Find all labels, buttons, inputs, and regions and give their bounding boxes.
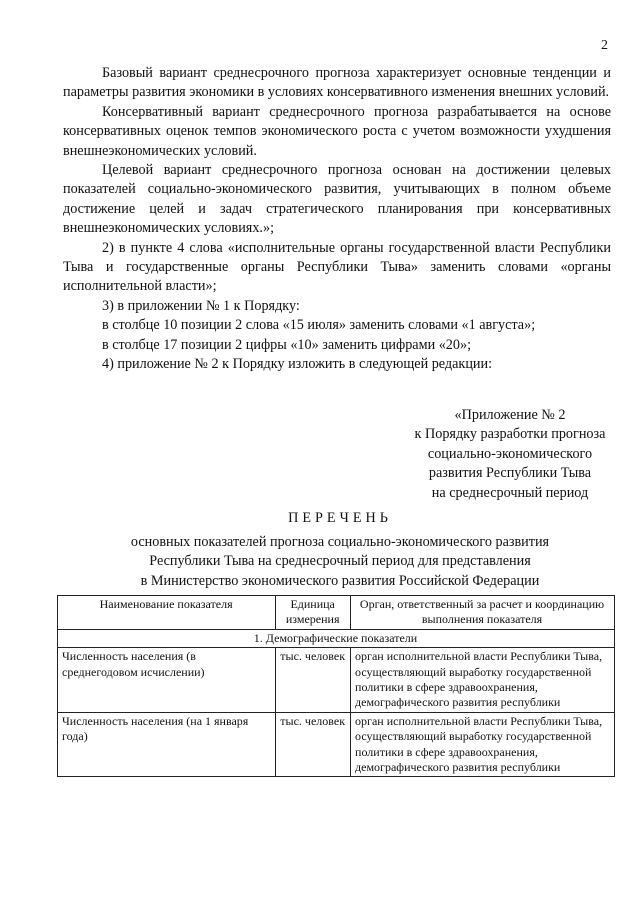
title-block	[40, 509, 640, 591]
paragraph: Консервативный вариант среднесрочного прогноза разрабатывается на основе консервативных оценок темпов экономического роста с учетом возможности ухудшения внешнеэкономических условий.	[63, 103, 611, 159]
appendix-line: развития Республики Тыва	[428, 465, 592, 482]
paragraph: 3) в приложении № 1 к Порядку:	[102, 297, 300, 314]
subtitle-line: Республики Тыва на среднесрочный период для представления	[149, 553, 531, 570]
table-header-row	[58, 596, 615, 630]
table-row	[58, 712, 615, 777]
paragraph: в столбце 17 позиции 2 цифры «10» заменить цифрами «20»;	[102, 336, 472, 353]
indicator-unit: тыс. человек	[276, 648, 351, 713]
page-number: 2	[601, 38, 608, 53]
table-row	[58, 648, 615, 713]
appendix-line: на среднесрочный период	[431, 484, 589, 501]
indicator-organ: орган исполнительной власти Республики Тыва, осуществляющий выработку государственной политики в сфере здравоохранения, демографического развития республики	[351, 648, 615, 713]
appendix-line: социально-экономического	[427, 445, 593, 462]
paragraph: Целевой вариант среднесрочного прогноза основан на достижении целевых показателей социально-экономического развития, учитывающих в полном объеме достижение целей и задач стратегического планирования при консервативных внешнеэкономических условиях.»;	[63, 162, 611, 237]
indicator-name: Численность населения (на 1 января года)	[58, 712, 276, 777]
paragraph: в столбце 10 позиции 2 слова «15 июля» заменить словами «1 августа»;	[102, 317, 536, 334]
subtitle-line: основных показателей прогноза социально-экономического развития	[130, 533, 550, 550]
document-title: ПЕРЕЧЕНЬ	[288, 510, 392, 526]
section-title: 1. Демографические показатели	[58, 629, 615, 647]
column-header-name: Наименование показателя	[58, 596, 276, 630]
appendix-line: «Приложение № 2	[454, 407, 566, 423]
document-subtitle	[40, 533, 640, 592]
body-text	[63, 64, 611, 375]
column-header-unit: Единица измерения	[276, 596, 351, 630]
paragraph: Базовый вариант среднесрочного прогноза характеризует основные тенденции и параметры развития экономики в условиях консервативного изменения внешних условий.	[63, 65, 611, 101]
appendix-line: к Порядку разработки прогноза	[414, 426, 606, 443]
indicator-unit: тыс. человек	[276, 712, 351, 777]
indicator-name: Численность населения (в среднегодовом исчислении)	[58, 648, 276, 713]
subtitle-line: в Министерство экономического развития Российской Федерации	[140, 572, 540, 589]
indicator-organ: орган исполнительной власти Республики Тыва, осуществляющий выработку государственной политики в сфере здравоохранения, демографического развития республики	[351, 712, 615, 777]
appendix-header	[390, 406, 630, 503]
table-section-row	[58, 629, 615, 647]
column-header-organ: Орган, ответственный за расчет и координацию выполнения показателя	[351, 596, 615, 630]
paragraph: 2) в пункте 4 слова «исполнительные органы государственной власти Республики Тыва и государственные органы Республики Тыва» заменить словами «органы исполнительной власти»;	[63, 239, 611, 295]
paragraph: 4) приложение № 2 к Порядку изложить в следующей редакции:	[102, 356, 493, 373]
indicators-table	[57, 595, 615, 777]
